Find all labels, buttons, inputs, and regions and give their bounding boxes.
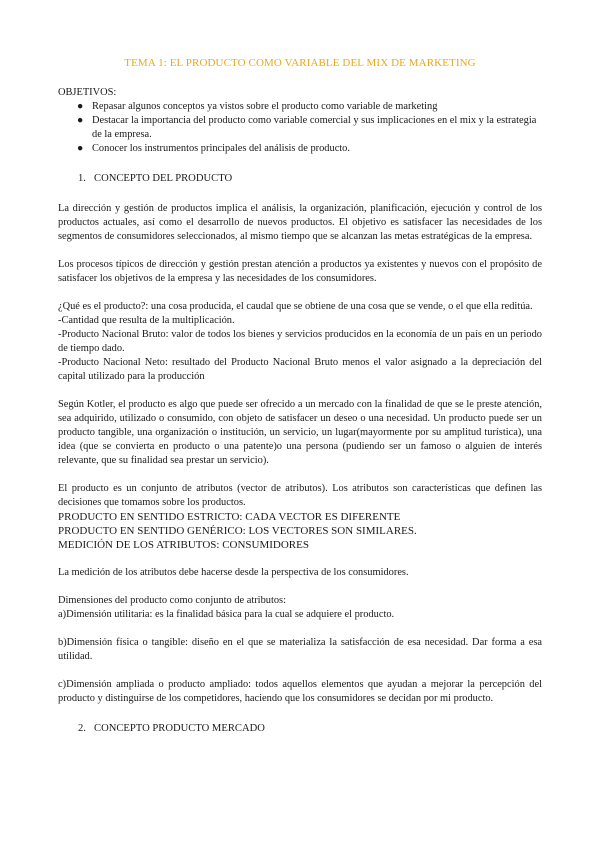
paragraph: Según Kotler, el producto es algo que puede ser ofrecido a un mercado con la finalidad de que se le preste atención, sea adquirido, utilizado o consumido, con objeto de satisfacer un deseo o una necesidad. Un producto puede ser un producto tangible, una organización o institución, un servicio, un lugar(mayormente por su amplitud turística), una idea (que se convierta en producto o una patente)o una persona (pudiendo ser un famoso o alguien de interés relevante, que su finalidad sea prestar un servicio).: [58, 399, 542, 466]
section-number: 1.: [78, 173, 86, 184]
list-item: [58, 100, 542, 114]
definition-line: PRODUCTO EN SENTIDO ESTRICTO: CADA VECTOR ES DIFERENTE: [58, 511, 401, 523]
paragraph: La medición de los atributos debe hacerse desde la perspectiva de los consumidores.: [58, 567, 409, 578]
section-title: CONCEPTO DEL PRODUCTO: [94, 173, 233, 184]
paragraph: c)Dimensión ampliada o producto ampliado: todos aquellos elementos que ayudan a mejorar la percepción del producto y distinguirse de los competidores, haciendo que los consumidores se decidan por mi producto.: [58, 679, 542, 704]
paragraph: -Producto Nacional Neto: resultado del Producto Nacional Bruto menos el valor asignado a la depreciación del capital utilizado para la producción: [58, 357, 542, 382]
objective-text: Conocer los instrumentos principales del análisis de producto.: [92, 143, 350, 154]
paragraph: Dimensiones del producto como conjunto de atributos:: [58, 595, 286, 606]
paragraph: b)Dimensión física o tangible: diseño en el que se materializa la satisfacción de esa necesidad. Dar forma a esa utilidad.: [58, 637, 542, 662]
list-item: [58, 114, 542, 142]
bullet-icon: ●: [77, 115, 84, 126]
section-number: 2.: [78, 723, 86, 734]
paragraph: a)Dimensión utilitaria: es la finalidad básica para la cual se adquiere el producto.: [58, 609, 395, 620]
definition-line: PRODUCTO EN SENTIDO GENÉRICO: LOS VECTORES SON SIMILARES.: [58, 525, 417, 537]
document-body: [58, 84, 542, 736]
objective-text: Destacar la importancia del producto como variable comercial y sus implicaciones en el mix y la estrategia de la empresa.: [92, 115, 537, 140]
list-item: [58, 142, 542, 156]
document-title: TEMA 1: EL PRODUCTO COMO VARIABLE DEL MIX DE MARKETING: [124, 57, 476, 69]
section-heading-1: [58, 172, 542, 186]
paragraph: -Producto Nacional Bruto: valor de todos los bienes y servicios producidos en la economía de un país en un periodo de tiempo dado.: [58, 329, 542, 354]
paragraph: Los procesos típicos de dirección y gestión prestan atención a productos ya existentes y nuevos con el propósito de satisfacer los objetivos de la empresa y las necesidades de los consumidores.: [58, 259, 542, 284]
paragraph: El producto es un conjunto de atributos (vector de atributos). Los atributos son características que definen las decisiones que tomamos sobre los productos.: [58, 483, 542, 508]
objectives-heading: OBJETIVOS:: [58, 87, 117, 98]
bullet-icon: ●: [77, 101, 84, 112]
definition-line: MEDICIÓN DE LOS ATRIBUTOS: CONSUMIDORES: [58, 539, 309, 551]
paragraph: -Cantidad que resulta de la multiplicación.: [58, 315, 235, 326]
paragraph: ¿Qué es el producto?: una cosa producida, el caudal que se obtiene de una cosa que se vende, o el que ella reditúa.: [58, 301, 533, 312]
objective-text: Repasar algunos conceptos ya vistos sobre el producto como variable de marketing: [92, 101, 438, 112]
section-heading-2: [58, 722, 542, 736]
paragraph: La dirección y gestión de productos implica el análisis, la organización, planificación, ejecución y control de los productos actuales, así como el desarrollo de nuevos productos. El objetivo es satisfacer las necesidades de los segmentos de consumidores seleccionados, al mismo tiempo que se alcanzan las metas estratégicas de la empresa.: [58, 203, 542, 242]
section-title: CONCEPTO PRODUCTO MERCADO: [94, 723, 265, 734]
bullet-icon: ●: [77, 143, 84, 154]
objectives-list: [58, 100, 542, 156]
